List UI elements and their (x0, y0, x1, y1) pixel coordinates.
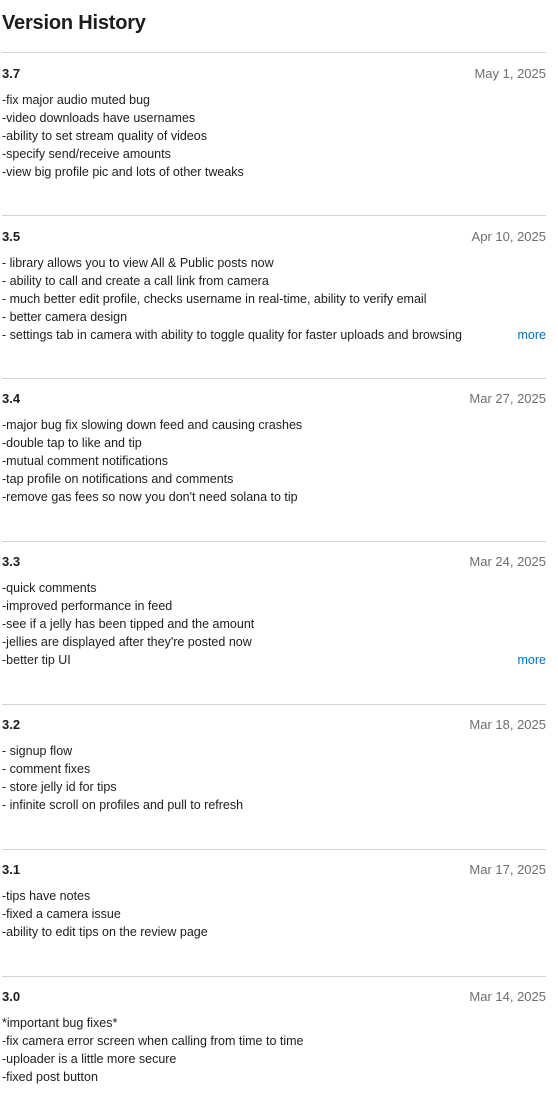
version-date: Mar 17, 2025 (469, 862, 546, 877)
release-note-line: - better camera design (2, 310, 128, 324)
release-notes (2, 254, 546, 344)
release-notes (2, 416, 546, 506)
release-note-line: -uploader is a little more secure (2, 1052, 177, 1066)
release-note-line: -improved performance in feed (2, 599, 173, 613)
release-note-line: -major bug fix slowing down feed and causing crashes (2, 418, 303, 432)
version-number: 3.4 (2, 391, 21, 406)
release-note-line: -jellies are displayed after they're posted now (2, 635, 252, 649)
version-date: May 1, 2025 (474, 66, 546, 81)
release-note-line: -fix camera error screen when calling from time to time (2, 1034, 304, 1048)
version-date: Mar 18, 2025 (469, 717, 546, 732)
release-note-line: -ability to edit tips on the review page (2, 925, 208, 939)
release-notes (2, 91, 546, 181)
release-note-line: -ability to set stream quality of videos (2, 129, 207, 143)
release-note-line: - much better edit profile, checks username in real-time, ability to verify email (2, 292, 427, 306)
release-note-line: *important bug fixes* (2, 1016, 118, 1030)
divider (2, 541, 546, 542)
release-note-line: - infinite scroll on profiles and pull to refresh (2, 798, 244, 812)
release-note-line: - library allows you to view All & Public posts now (2, 256, 274, 270)
release-note-line: -fixed post button (2, 1070, 98, 1084)
page-title: Version History (2, 12, 146, 34)
divider (2, 52, 546, 53)
release-note-line: -fix major audio muted bug (2, 93, 150, 107)
release-note-line: -specify send/receive amounts (2, 147, 171, 161)
divider (2, 976, 546, 977)
release-note-line: - ability to call and create a call link from camera (2, 274, 269, 288)
release-note-line: -better tip UI (2, 653, 71, 667)
version-number: 3.0 (2, 989, 21, 1004)
release-note-line: -double tap to like and tip (2, 436, 142, 450)
version-number: 3.5 (2, 229, 21, 244)
version-number: 3.1 (2, 862, 21, 877)
release-note-line: -quick comments (2, 581, 97, 595)
version-date: Mar 27, 2025 (469, 391, 546, 406)
version-date: Apr 10, 2025 (471, 229, 546, 244)
divider (2, 704, 546, 705)
release-note-line: -see if a jelly has been tipped and the amount (2, 617, 255, 631)
release-notes (2, 742, 546, 814)
version-number: 3.3 (2, 554, 21, 569)
release-note-line: - signup flow (2, 744, 73, 758)
more-link[interactable]: more (512, 326, 546, 344)
release-notes (2, 1014, 546, 1086)
release-note-line: - comment fixes (2, 762, 91, 776)
release-note-line: - store jelly id for tips (2, 780, 117, 794)
more-link[interactable]: more (512, 651, 546, 669)
release-note-line: -fixed a camera issue (2, 907, 121, 921)
release-note-line: -tips have notes (2, 889, 91, 903)
divider (2, 215, 546, 216)
divider (2, 849, 546, 850)
version-date: Mar 24, 2025 (469, 554, 546, 569)
release-note-line: -view big profile pic and lots of other tweaks (2, 165, 244, 179)
release-note-line: -video downloads have usernames (2, 111, 196, 125)
release-note-line: -tap profile on notifications and comments (2, 472, 234, 486)
release-notes (2, 887, 546, 941)
version-number: 3.2 (2, 717, 21, 732)
version-number: 3.7 (2, 66, 21, 81)
release-note-line: -remove gas fees so now you don't need solana to tip (2, 490, 298, 504)
divider (2, 378, 546, 379)
release-note-line: -mutual comment notifications (2, 454, 169, 468)
release-notes (2, 579, 546, 669)
version-date: Mar 14, 2025 (469, 989, 546, 1004)
release-note-line: - settings tab in camera with ability to toggle quality for faster uploads and browsing (2, 328, 462, 342)
